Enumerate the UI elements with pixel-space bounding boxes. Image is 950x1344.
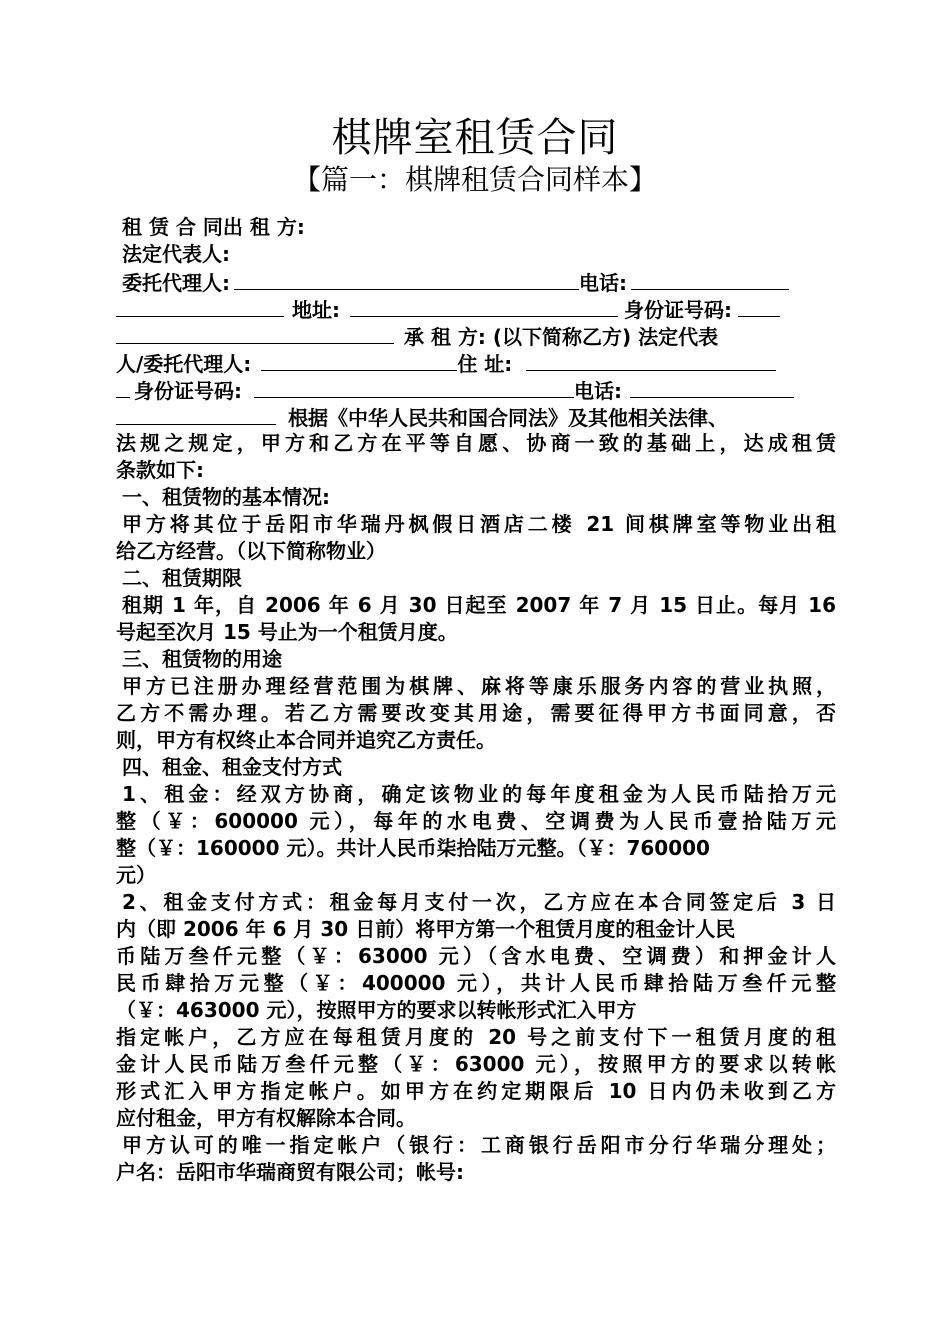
blank-line [350,295,618,317]
text-basis: 根据《中华人民共和国合同法》及其他相关法律、 [288,406,728,430]
text-line: 给乙方经营。（以下简称物业） [116,539,386,563]
text-line: 民币肆拾万元整（￥：400000 元），共计人民币肆拾陆万叁仟元整 [116,971,836,995]
document-title: 棋牌室租赁合同 [331,115,619,161]
document-subtitle: 【篇一：棋牌租赁合同样本】 [292,163,657,196]
text-line: 租 赁 合 同出 租 方: [122,215,305,239]
text-line: （￥：463000 元），按照甲方的要求以转帐形式汇入甲方 [116,998,637,1022]
blank-line [261,349,457,371]
label-residence: 住 址: [457,352,513,376]
text-line: 乙方不需办理。若乙方需要改变其用途，需要征得甲方书面同意，否 [116,701,836,725]
text-line: 指定帐户，乙方应在每租赁月度的 20 号之前支付下一租赁月度的租 [116,1025,836,1049]
text-line: 甲方将其位于岳阳市华瑞丹枫假日酒店二楼 21 间棋牌室等物业出租 [122,512,836,536]
section-heading: 二、租赁期限 [122,566,242,590]
label-address: 地址: [292,298,340,322]
text-line: 金计人民币陆万叁仟元整（￥：63000 元），按照甲方的要求以转帐 [116,1052,836,1076]
blank-line [630,376,794,398]
section-heading: 四、租金、租金支付方式 [122,755,342,779]
text-line: 法规之规定，甲方和乙方在平等自愿、协商一致的基础上，达成租赁 [116,431,836,455]
blank-line [116,322,394,344]
blank-line [254,376,574,398]
text-line: 形式汇入甲方指定帐户。如甲方在约定期限后 10 日内仍未收到乙方 [116,1079,836,1103]
label-rep: 人/委托代理人: [116,352,252,376]
section-heading: 三、租赁物的用途 [122,647,282,671]
text-line: 整（￥：600000 元），每年的水电费、空调费为人民币壹拾陆万元 [116,809,836,833]
label-id: 身份证号码: [624,298,732,322]
text-line: 币陆万叁仟元整（￥：63000 元）（含水电费、空调费）和押金计人 [116,944,836,968]
text-line: 应付租金，甲方有权解除本合同。 [116,1106,416,1130]
text-line: 户名：岳阳市华瑞商贸有限公司；帐号: [116,1160,464,1184]
text-line [116,295,836,322]
text-line [116,403,836,430]
label-lessee: 承 租 方: (以下简称乙方) 法定代表 [404,325,719,349]
text-line: 法定代表人: [122,242,230,266]
text-line: 甲方已注册办理经营范围为棋牌、麻将等康乐服务内容的营业执照， [122,674,836,698]
text-line [116,349,836,376]
blank-line [631,268,789,290]
text-line [116,322,836,349]
text-line: 租期 1 年，自 2006 年 6 月 30 日起至 2007 年 7 月 15 日止。每月 16 [122,593,836,617]
text-line: 2、租金支付方式：租金每月支付一次，乙方应在本合同签定后 3 日 [122,890,836,914]
text-line: 1、租金：经双方协商，确定该物业的每年度租金为人民币陆拾万元 [122,782,836,806]
text-line: 则，甲方有权终止本合同并追究乙方责任。 [116,728,496,752]
label-phone-2: 电话: [574,379,622,403]
blank-line [526,349,776,371]
section-heading: 一、租赁物的基本情况: [122,485,330,509]
blank-line [116,403,276,425]
blank-line [116,295,284,317]
label-id-2: 身份证号码: [134,379,242,403]
text-line: 条款如下: [116,458,204,482]
text-line: 号起至次月 15 号止为一个租赁月度。 [116,620,458,644]
text-line: 元） [116,863,156,887]
label-agent: 委托代理人: [122,271,230,295]
text-line: 甲方认可的唯一指定帐户（银行：工商银行岳阳市分行华瑞分理处； [122,1133,836,1157]
text-line: 整（￥：160000 元）。共计人民币柒拾陆万元整。（￥：760000 [116,836,710,860]
blank-line [738,295,780,317]
blank-line [116,376,130,398]
text-line [116,376,836,403]
blank-line [234,268,579,290]
text-line [116,268,836,295]
contract-body [116,214,836,1186]
text-line: 内（即 2006 年 6 月 30 日前）将甲方第一个租赁月度的租金计人民 [116,917,736,941]
label-phone: 电话: [579,271,627,295]
